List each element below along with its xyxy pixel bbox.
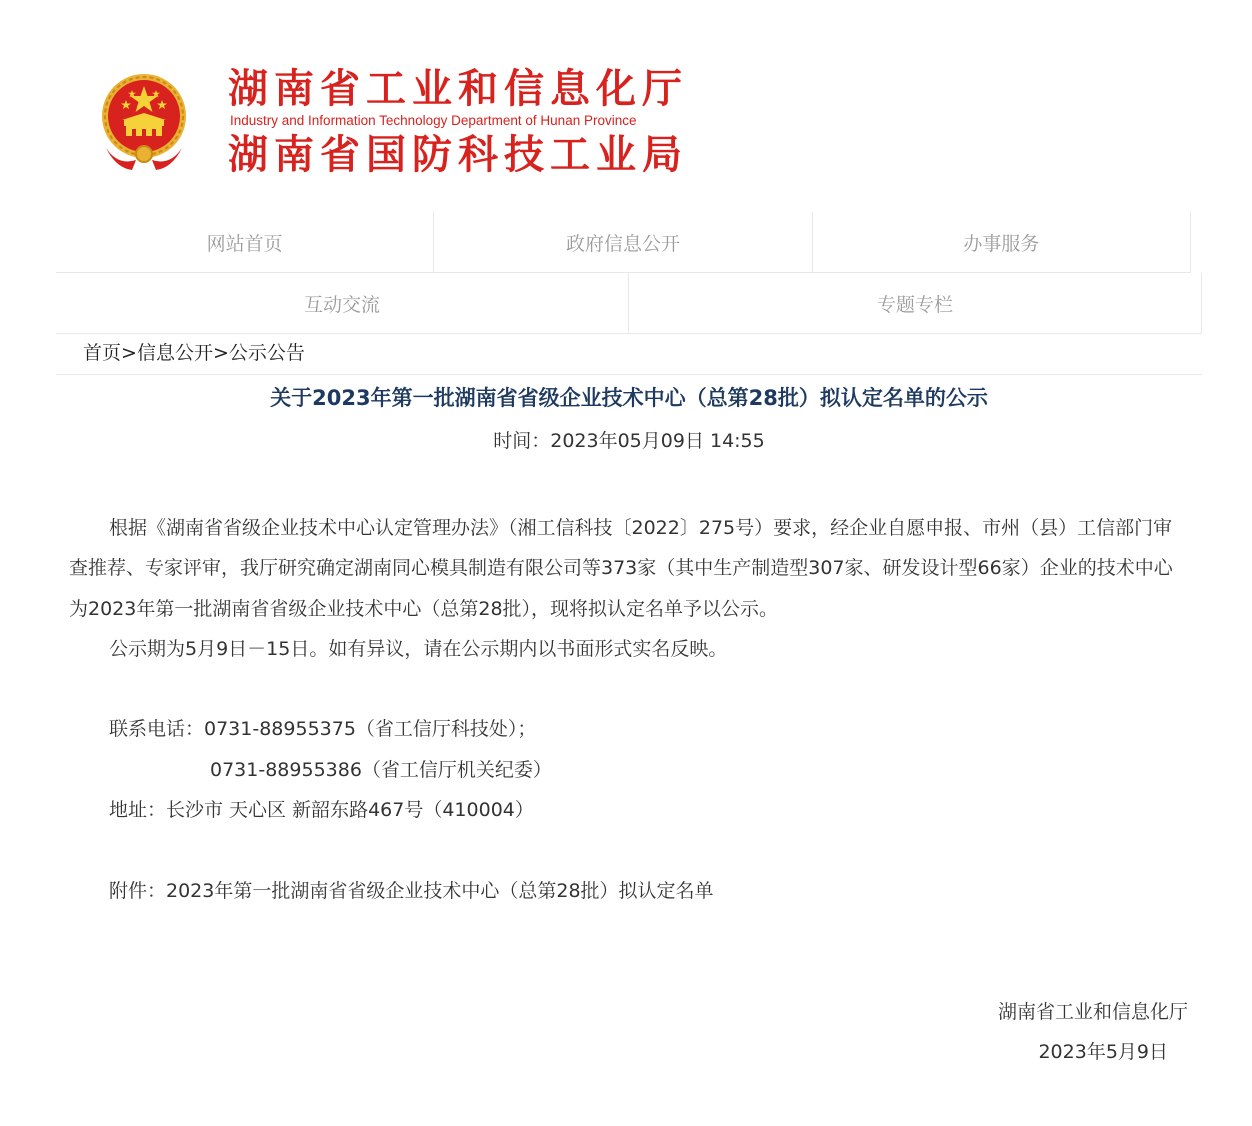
breadcrumb-current[interactable]: 公示公告 xyxy=(228,342,305,364)
site-header xyxy=(96,64,736,188)
paragraph-spacer xyxy=(69,669,1191,709)
site-titles xyxy=(228,64,728,180)
contact-phone-2: 0731-88955386（省工信厅机关纪委） xyxy=(210,758,552,781)
contact-phone-1: 联系电话：0731-88955375（省工信厅科技处）； xyxy=(109,718,537,741)
article-title: 关于2023年第一批湖南省省级企业技术中心（总第28批）拟认定名单的公示 xyxy=(270,386,988,410)
contact-address: 地址：长沙市 天心区 新韶东路467号（410004） xyxy=(109,799,534,822)
site-title-en: Industry and Information Technology Department of Hunan Province xyxy=(230,113,637,128)
main-nav xyxy=(56,212,1202,334)
article-time: 时间：2023年05月09日 14:55 xyxy=(493,430,765,452)
national-emblem-icon xyxy=(96,70,192,174)
nav-row-1 xyxy=(56,212,1191,273)
breadcrumb-info-public[interactable]: 信息公开 xyxy=(136,342,213,364)
nav-services[interactable]: 办事服务 xyxy=(813,212,1191,272)
breadcrumb-separator: > xyxy=(121,342,137,364)
nav-home[interactable]: 网站首页 xyxy=(56,212,434,272)
article-paragraph: 公示期为5月9日－15日。如有异议，请在公示期内以书面形式实名反映。 xyxy=(109,637,728,660)
sign-date: 2023年5月9日 xyxy=(1038,1041,1168,1063)
article-paragraph: 根据《湖南省省级企业技术中心认定管理办法》（湘工信科技〔2022〕275号）要求，经企业自愿申报、市州（县）工信部门审查推荐、专家评审，我厅研究确定湖南同心模具制造有限公司等373家（其中生产制造型307家、研发设计型66家）企业的技术中心为2023年第一批湖南省省级企业技术中心（总第28批），现将拟认定名单予以公示。 xyxy=(69,517,1173,620)
breadcrumb-separator: > xyxy=(212,342,229,364)
article-body xyxy=(69,508,1191,911)
attachment-link[interactable]: 附件：2023年第一批湖南省省级企业技术中心（总第28批）拟认定名单 xyxy=(109,879,714,902)
nav-gov-info[interactable]: 政府信息公开 xyxy=(434,212,812,272)
nav-interaction[interactable]: 互动交流 xyxy=(56,273,629,333)
breadcrumb xyxy=(56,332,1202,375)
nav-row-2 xyxy=(56,273,1202,334)
site-title-cn-secondary: 湖南省国防科技工业局 xyxy=(228,132,688,178)
nav-special-topics[interactable]: 专题专栏 xyxy=(629,273,1202,333)
signer-name: 湖南省工业和信息化厅 xyxy=(997,1001,1188,1023)
breadcrumb-home[interactable]: 首页 xyxy=(83,342,122,364)
site-title-cn-primary: 湖南省工业和信息化厅 xyxy=(228,66,688,112)
paragraph-spacer xyxy=(69,830,1191,870)
